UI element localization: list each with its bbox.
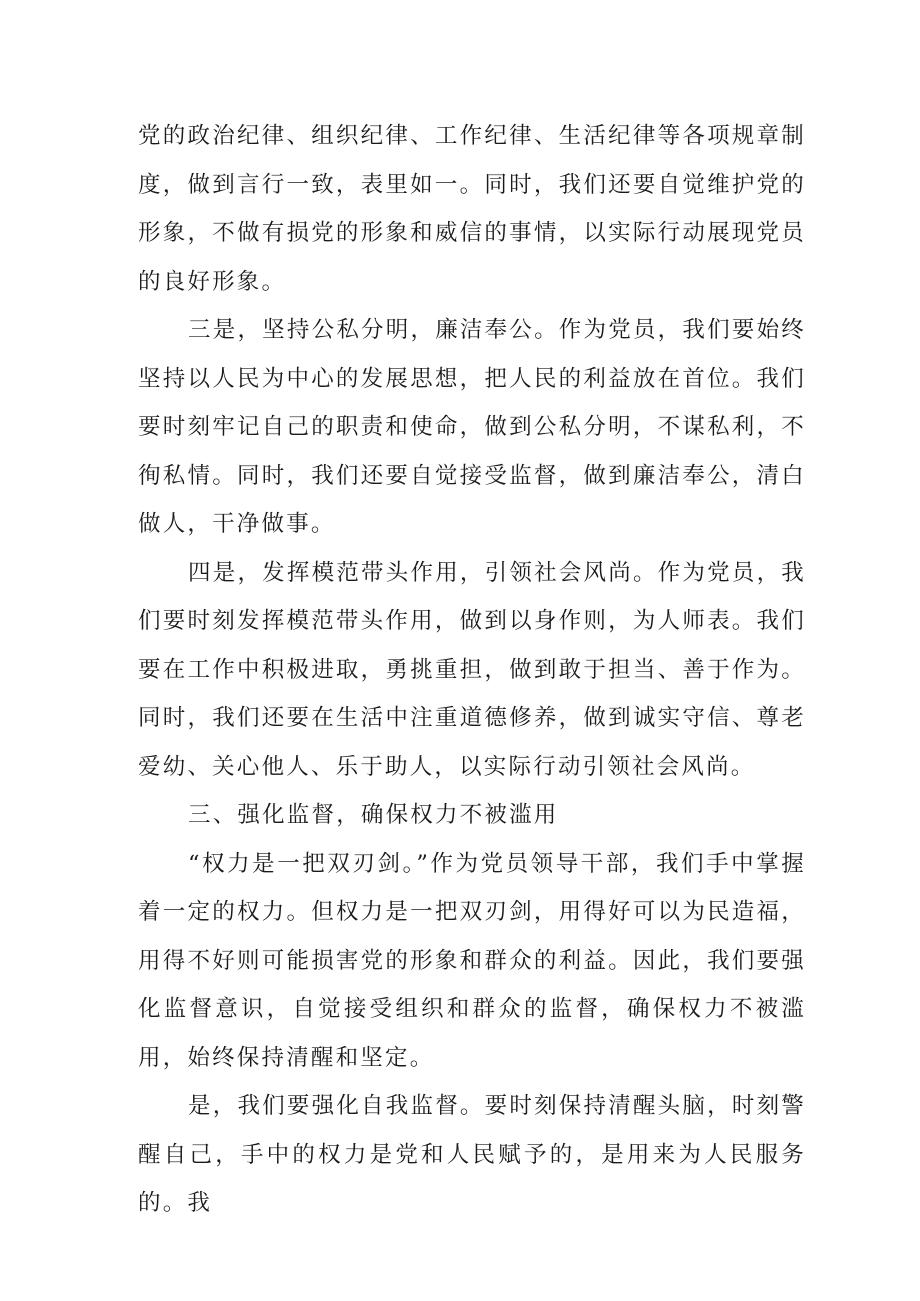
paragraph-continuation: 党的政治纪律、组织纪律、工作纪律、生活纪律等各项规章制度，做到言行一致，表里如一。同时，我们还要自觉维护党的形象，不做有损党的形象和威信的事情，以实际行动展现党员的良好形象。 [138, 123, 806, 295]
section-heading: 三、强化监督，确保权力不被滥用 [188, 802, 559, 828]
paragraph-power-quote: “权力是一把双刃剑。”作为党员领导干部，我们手中掌握着一定的权力。但权力是一把双刃剑，用得好可以为民造福，用得不好则可能损害党的形象和群众的利益。因此，我们要强化监督意识，自觉接受组织和群众的监督，确保权力不被滥用，始终保持清醒和坚定。 [138, 850, 806, 1071]
document-body [138, 112, 806, 1228]
paragraph-point-four: 四是，发挥模范带头作用，引领社会风尚。作为党员，我们要时刻发挥模范带头作用，做到以身作则，为人师表。我们要在工作中积极进取，勇挑重担，做到敢于担当、善于作为。同时，我们还要在生活中注重道德修养，做到诚实守信、尊老爱幼、关心他人、乐于助人，以实际行动引领社会风尚。 [138, 559, 806, 780]
paragraph-self-supervision: 是，我们要强化自我监督。要时刻保持清醒头脑，时刻警醒自己，手中的权力是党和人民赋予的，是用来为人民服务的。我 [138, 1093, 806, 1216]
paragraph-point-three: 三是，坚持公私分明，廉洁奉公。作为党员，我们要始终坚持以人民为中心的发展思想，把人民的利益放在首位。我们要时刻牢记自己的职责和使命，做到公私分明，不谋私利，不徇私情。同时，我们还要自觉接受监督，做到廉洁奉公，清白做人，干净做事。 [138, 317, 806, 537]
